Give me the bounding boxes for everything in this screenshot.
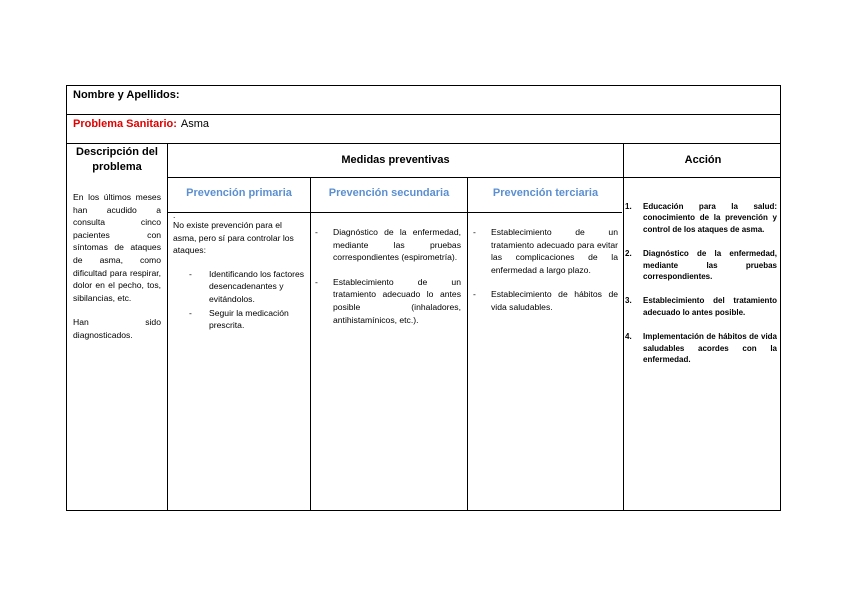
secondary-prevention-header: Prevención secundaria [328, 187, 450, 199]
description-paragraph: En los últimos meses han acudido a consulta cinco pacientes con síntomas de ataques de asma, como dificultad para respirar, dolor en el pecho, tos, sibilancias, etc. [73, 192, 161, 303]
problem-label: Problema Sanitario: [73, 118, 177, 130]
list-item: - Establecimiento de un tratamiento adecuado para evitar las complicaciones de la enfermedad a largo plazo. [473, 227, 618, 275]
action-item: 4. Implementación de hábitos de vida saludables acordes con la enfermedad. [625, 332, 777, 365]
list-item: - Diagnóstico de la enfermedad, mediante las pruebas correspondientes (espirometría). [315, 227, 461, 263]
row-divider [67, 114, 780, 115]
description-paragraph: Han sido diagnosticados. [73, 317, 161, 340]
measures-header: Medidas preventivas [341, 154, 450, 166]
column-divider [310, 177, 311, 510]
action-item: 1. Educación para la salud: conocimiento de la prevención y control de los ataques de asma. [625, 202, 777, 234]
row-divider [167, 177, 780, 178]
primary-prevention-header: Prevención primaria [186, 187, 292, 199]
list-item: - Identificando los factores desencadenantes y evitándolos. [189, 268, 305, 304]
action-item: 2. Diagnóstico de la enfermedad, mediante las pruebas correspondientes. [625, 249, 777, 282]
action-item: 3. Establecimiento del tratamiento adecuado lo antes posible. [625, 296, 777, 317]
action-content [625, 201, 777, 378]
secondary-list [315, 226, 461, 326]
problem-value: Asma [180, 118, 210, 130]
tertiary-list [473, 226, 618, 314]
care-plan-table [66, 85, 781, 511]
list-item: - Establecimiento de hábitos de vida saludables. [473, 289, 618, 312]
primary-list [173, 268, 305, 332]
column-divider [467, 177, 468, 510]
tertiary-prevention-header: Prevención terciaria [492, 187, 599, 199]
tertiary-prevention-content [473, 226, 618, 326]
name-label: Nombre y Apellidos: [73, 89, 180, 101]
action-list [621, 201, 777, 365]
description-header: Descripción del problema [76, 146, 158, 173]
stray-dot: . [173, 210, 176, 220]
primary-intro: No existe prevención para el asma, pero sí para controlar los ataques: [173, 220, 294, 256]
description-text [73, 191, 161, 342]
list-item: - Establecimiento de un tratamiento adecuado lo antes posible (inhaladores, antihistamínicos, etc.). [315, 276, 461, 325]
row-divider [67, 143, 780, 144]
action-header: Acción [684, 154, 722, 166]
list-item: - Seguir la medicación prescrita. [189, 307, 289, 331]
secondary-prevention-content [315, 226, 461, 338]
problem-row [73, 118, 209, 130]
primary-prevention-content [173, 211, 305, 344]
